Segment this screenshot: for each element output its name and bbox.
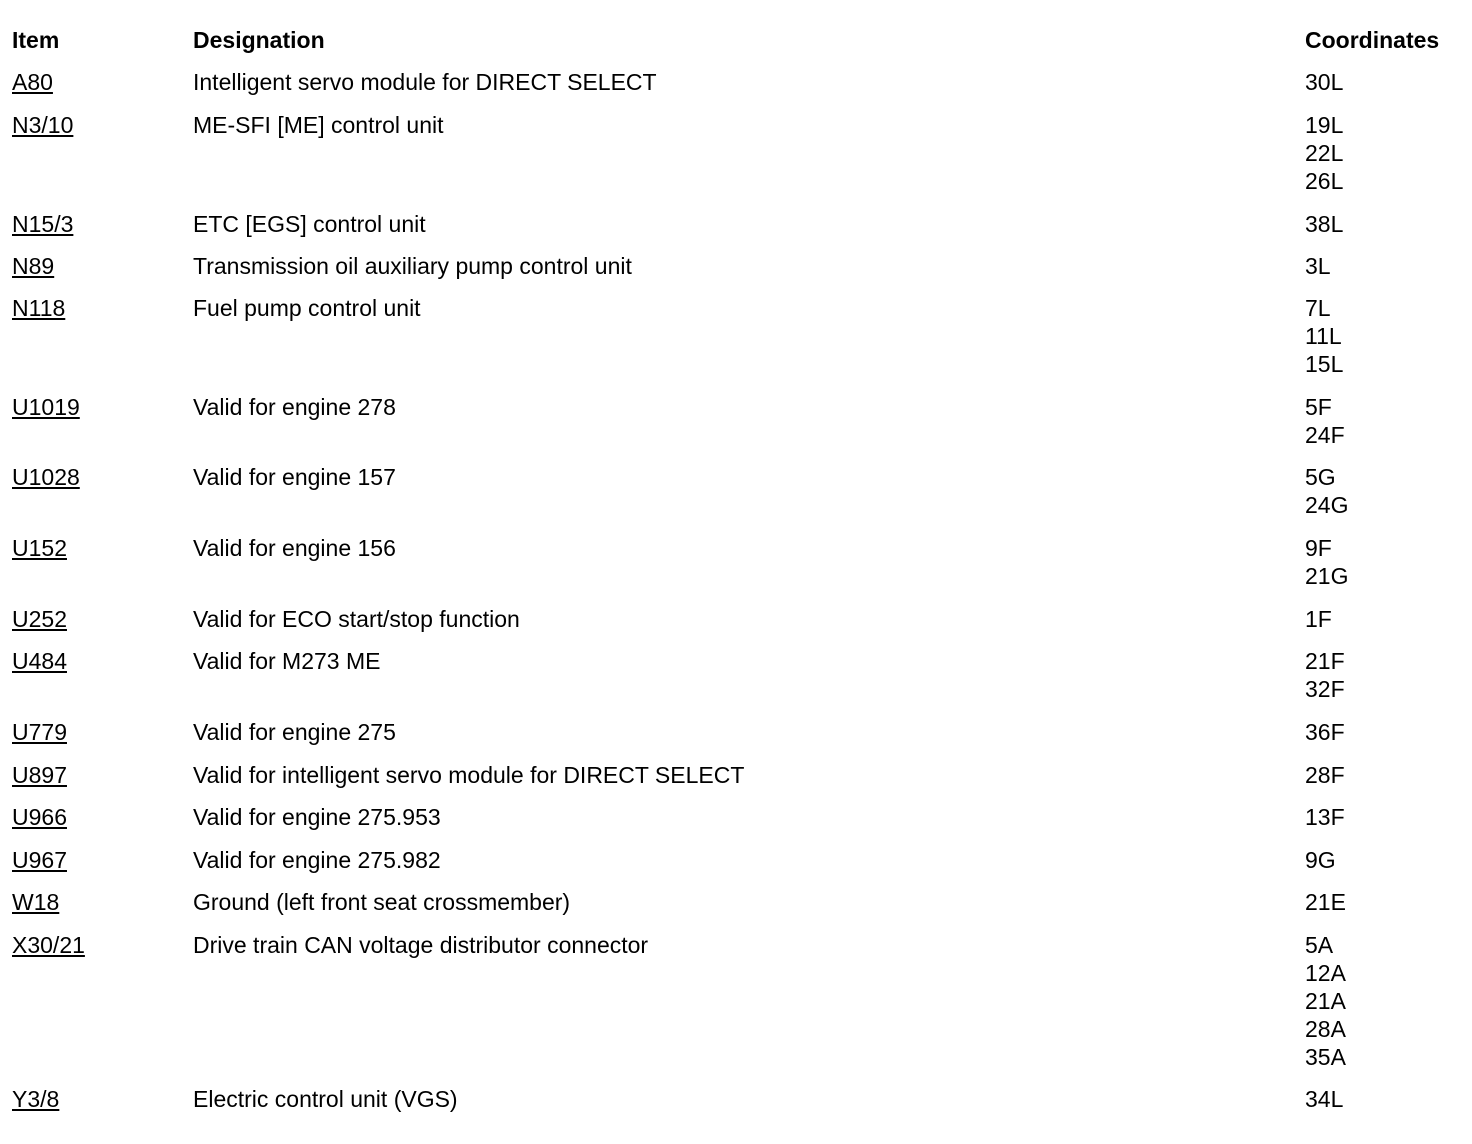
item-link[interactable]: U152	[12, 535, 67, 561]
coordinate-value: 11L	[1305, 323, 1342, 349]
item-link[interactable]: U1019	[12, 394, 80, 420]
item-cell	[12, 647, 193, 718]
coordinate-value: 9F	[1305, 535, 1332, 561]
coordinate-value: 30L	[1305, 69, 1344, 95]
item-cell	[12, 846, 193, 888]
coordinates-cell	[1305, 761, 1462, 803]
item-cell	[12, 463, 193, 534]
designation-cell: Valid for intelligent servo module for DIRECT SELECT	[193, 762, 745, 788]
table-row	[12, 647, 1462, 718]
item-link[interactable]: N15/3	[12, 211, 74, 237]
item-link[interactable]: Y3/8	[12, 1086, 60, 1112]
table-row	[12, 605, 1462, 647]
table-row	[12, 803, 1462, 846]
item-cell	[12, 803, 193, 846]
table-row	[12, 252, 1462, 294]
header-designation: Designation	[193, 27, 325, 53]
item-link[interactable]: U967	[12, 847, 67, 873]
designation-cell: Valid for engine 278	[193, 394, 396, 420]
item-cell	[12, 393, 193, 463]
item-link[interactable]: X30/21	[12, 932, 85, 958]
designation-cell: Valid for engine 275.982	[193, 847, 441, 873]
coordinate-value: 5A	[1305, 932, 1334, 958]
coordinates-cell	[1305, 846, 1462, 888]
coordinate-value: 21E	[1305, 889, 1346, 915]
coordinate-value: 19L	[1305, 112, 1344, 138]
coordinate-value: 28A	[1305, 1016, 1346, 1042]
coordinate-value: 24F	[1305, 422, 1345, 448]
table-row	[12, 294, 1462, 393]
designation-cell: Valid for engine 275.953	[193, 804, 441, 830]
item-link[interactable]: U966	[12, 804, 67, 830]
table-row	[12, 761, 1462, 803]
item-link[interactable]: N3/10	[12, 112, 74, 138]
coordinate-value: 32F	[1305, 676, 1345, 702]
item-link[interactable]: U484	[12, 648, 67, 674]
table-row	[12, 846, 1462, 888]
coordinate-value: 1F	[1305, 606, 1332, 632]
designation-cell: ETC [EGS] control unit	[193, 211, 426, 237]
item-link[interactable]: N118	[12, 295, 66, 321]
item-link[interactable]: U252	[12, 606, 67, 632]
item-link[interactable]: A80	[12, 69, 53, 95]
coordinates-cell	[1305, 294, 1462, 393]
item-link[interactable]: U897	[12, 762, 67, 788]
item-link[interactable]: N89	[12, 253, 55, 279]
coordinates-cell	[1305, 210, 1462, 252]
coordinates-cell	[1305, 803, 1462, 846]
designation-cell: Electric control unit (VGS)	[193, 1086, 458, 1112]
item-cell	[12, 534, 193, 605]
designation-cell: Intelligent servo module for DIRECT SELECT	[193, 69, 657, 95]
table-header	[12, 26, 1462, 68]
item-cell	[12, 111, 193, 210]
coordinate-value: 3L	[1305, 253, 1331, 279]
coordinates-cell	[1305, 252, 1462, 294]
table-row	[12, 931, 1462, 1085]
table-row	[12, 111, 1462, 210]
coordinate-value: 21G	[1305, 563, 1349, 589]
coordinates-cell	[1305, 393, 1462, 463]
table-row	[12, 463, 1462, 534]
coordinate-value: 28F	[1305, 762, 1345, 788]
item-link[interactable]: U779	[12, 719, 67, 745]
designation-cell: Transmission oil auxiliary pump control unit	[193, 253, 632, 279]
item-link[interactable]: W18	[12, 889, 60, 915]
coordinate-value: 34L	[1305, 1086, 1344, 1112]
item-cell	[12, 888, 193, 931]
coordinate-value: 38L	[1305, 211, 1344, 237]
coordinate-value: 13F	[1305, 804, 1345, 830]
coordinates-cell	[1305, 68, 1462, 111]
designation-cell: Valid for M273 ME	[193, 648, 381, 674]
item-cell	[12, 605, 193, 647]
table-row	[12, 718, 1462, 761]
coordinates-cell	[1305, 888, 1462, 931]
coordinates-cell	[1305, 605, 1462, 647]
table-row	[12, 393, 1462, 463]
designation-cell: Valid for engine 157	[193, 464, 396, 490]
coordinate-value: 24G	[1305, 492, 1349, 518]
designation-cell: ME-SFI [ME] control unit	[193, 112, 444, 138]
coordinate-value: 36F	[1305, 719, 1345, 745]
header-item: Item	[12, 27, 60, 53]
item-cell	[12, 68, 193, 111]
designation-cell: Drive train CAN voltage distributor connector	[193, 932, 649, 958]
item-cell	[12, 294, 193, 393]
coordinates-cell	[1305, 534, 1462, 605]
coordinates-cell	[1305, 111, 1462, 210]
table-row	[12, 888, 1462, 931]
item-cell	[12, 761, 193, 803]
designation-cell: Fuel pump control unit	[193, 295, 421, 321]
header-coordinates: Coordinates	[1305, 27, 1440, 53]
table-row	[12, 68, 1462, 111]
table-row	[12, 1085, 1462, 1127]
item-cell	[12, 931, 193, 1085]
coordinates-cell	[1305, 647, 1462, 718]
table-row	[12, 534, 1462, 605]
coordinate-value: 21A	[1305, 988, 1346, 1014]
item-link[interactable]: U1028	[12, 464, 80, 490]
coordinate-value: 9G	[1305, 847, 1336, 873]
coordinate-value: 15L	[1305, 351, 1344, 377]
coordinate-value: 35A	[1305, 1044, 1346, 1070]
coordinate-value: 26L	[1305, 168, 1344, 194]
designation-cell: Valid for engine 156	[193, 535, 396, 561]
designation-cell: Valid for ECO start/stop function	[193, 606, 520, 632]
coordinate-value: 22L	[1305, 140, 1344, 166]
designation-cell: Valid for engine 275	[193, 719, 396, 745]
coordinate-value: 5G	[1305, 464, 1336, 490]
coordinates-cell	[1305, 1085, 1462, 1127]
item-cell	[12, 1085, 193, 1127]
coordinate-value: 12A	[1305, 960, 1346, 986]
table-row	[12, 210, 1462, 252]
table-body	[12, 68, 1462, 1127]
coordinate-value: 21F	[1305, 648, 1345, 674]
coordinate-value: 5F	[1305, 394, 1332, 420]
coordinates-cell	[1305, 931, 1462, 1085]
item-cell	[12, 718, 193, 761]
designation-cell: Ground (left front seat crossmember)	[193, 889, 571, 915]
item-cell	[12, 252, 193, 294]
coordinates-cell	[1305, 718, 1462, 761]
coordinates-cell	[1305, 463, 1462, 534]
item-cell	[12, 210, 193, 252]
coordinate-value: 7L	[1305, 295, 1331, 321]
legend-table	[12, 26, 1462, 1127]
